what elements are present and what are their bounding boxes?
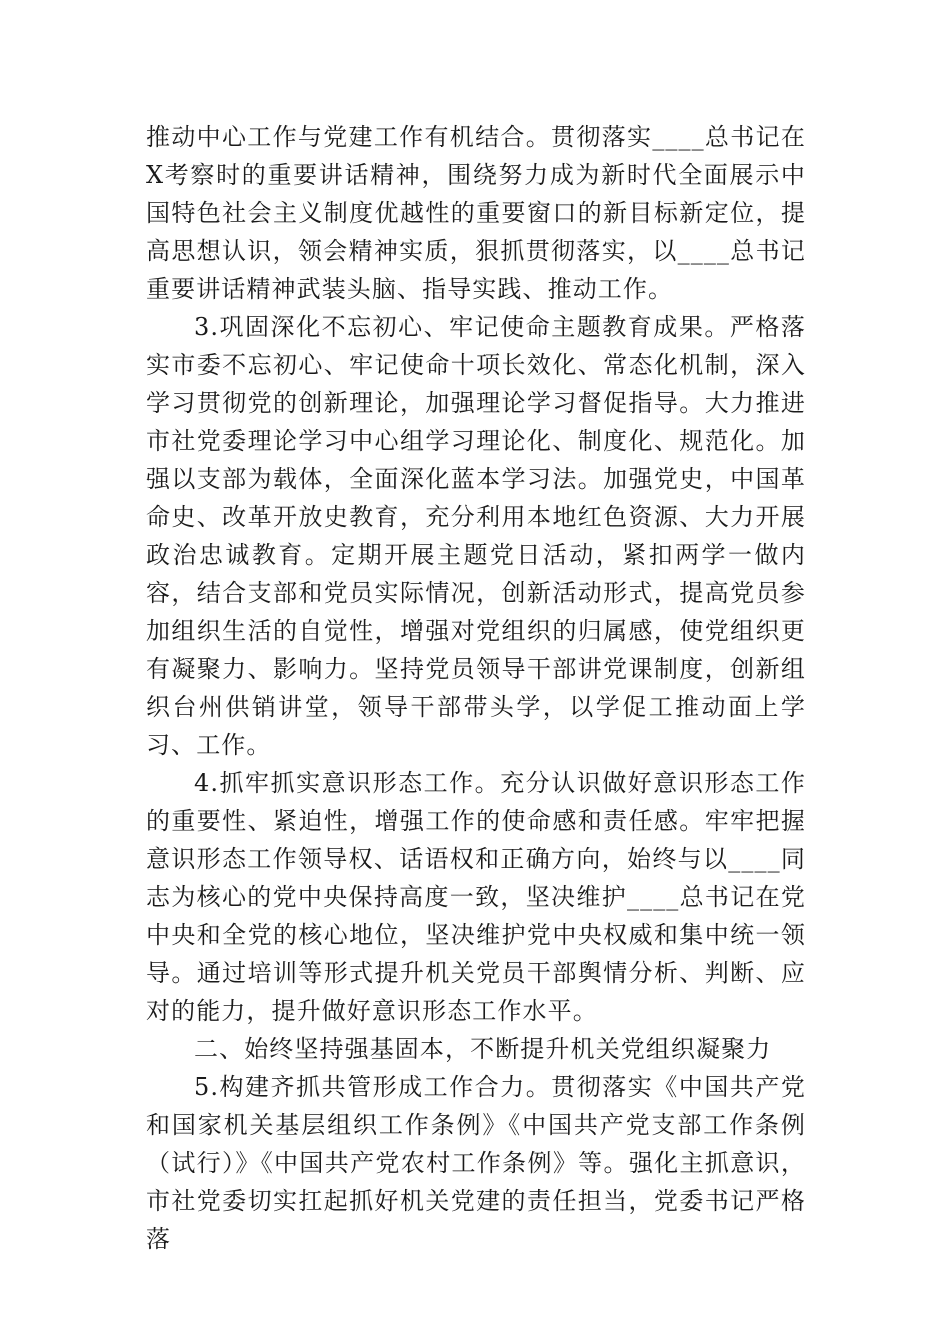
- paragraph-item-4: 4.抓牢抓实意识形态工作。充分认识做好意识形态工作的重要性、紧迫性，增强工作的使命感和责任感。牢牢把握意识形态工作领导权、话语权和正确方向，始终与以____同志为核心的党中央保持高度一致，坚决维护____总书记在党中央和全党的核心地位，坚决维护党中央权威和集中统一领导。通过培训等形式提升机关党员干部舆情分析、判断、应对的能力，提升做好意识形态工作水平。: [146, 769, 806, 1025]
- paragraph-intro: 推动中心工作与党建工作有机结合。贯彻落实____总书记在X考察时的重要讲话精神，围绕努力成为新时代全面展示中国特色社会主义制度优越性的重要窗口的新目标新定位，提高思想认识，领会精神实质，狠抓贯彻落实，以____总书记重要讲话精神武装头脑、指导实践、推动工作。: [146, 123, 806, 303]
- section-heading-2: 二、始终坚持强基固本，不断提升机关党组织凝聚力: [194, 1035, 772, 1063]
- paragraph-item-5: 5.构建齐抓共管形成工作合力。贯彻落实《中国共产党和国家机关基层组织工作条例》《中国共产党支部工作条例（试行）》《中国共产党农村工作条例》等。强化主抓意识，市社党委切实扛起抓好机关党建的责任担当，党委书记严格落: [146, 1073, 806, 1253]
- document-body: [146, 118, 806, 1258]
- paragraph-item-3: 3.巩固深化不忘初心、牢记使命主题教育成果。严格落实市委不忘初心、牢记使命十项长效化、常态化机制，深入学习贯彻党的创新理论，加强理论学习督促指导。大力推进市社党委理论学习中心组学习理论化、制度化、规范化。加强以支部为载体，全面深化蓝本学习法。加强党史，中国革命史、改革开放史教育，充分利用本地红色资源、大力开展政治忠诚教育。定期开展主题党日活动，紧扣两学一做内容，结合支部和党员实际情况，创新活动形式，提高党员参加组织生活的自觉性，增强对党组织的归属感，使党组织更有凝聚力、影响力。坚持党员领导干部讲党课制度，创新组织台州供销讲堂，领导干部带头学，以学促工推动面上学习、工作。: [146, 313, 806, 759]
